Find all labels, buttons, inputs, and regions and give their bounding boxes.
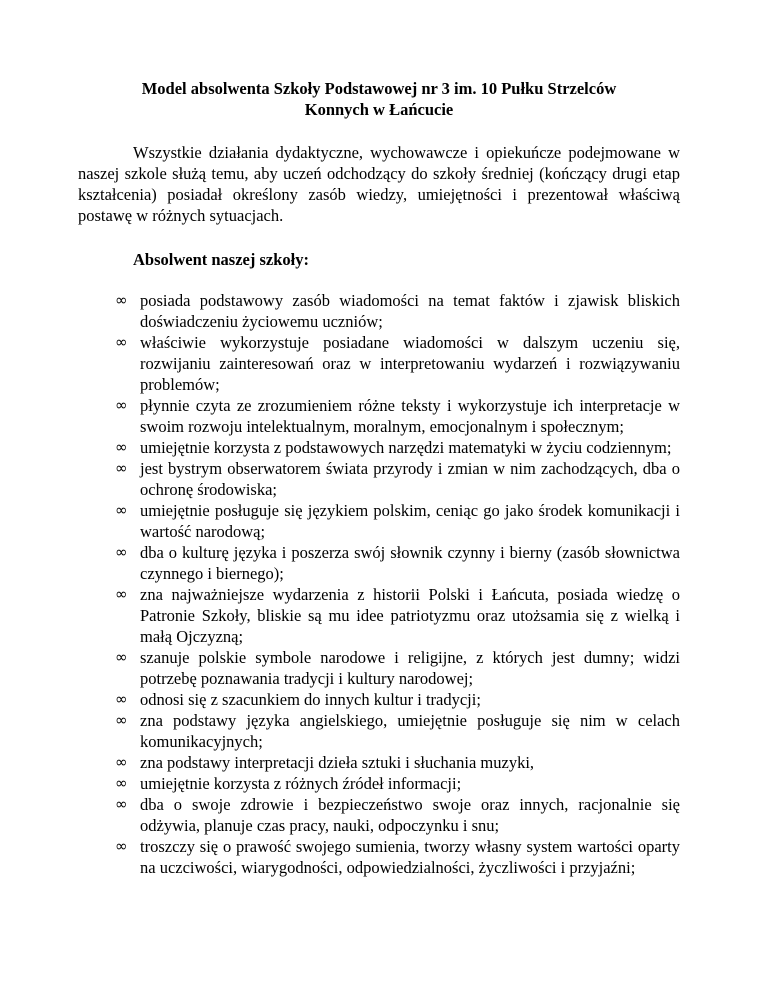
infinity-bullet-icon: ∞ xyxy=(115,648,128,666)
list-item-text: umiejętnie korzysta z podstawowych narzędzi matematyki w życiu codziennym; xyxy=(140,438,672,457)
list-item-text: szanuje polskie symbole narodowe i religijne, z których jest dumny; widzi potrzebę poznawania tradycji i kultury narodowej; xyxy=(140,648,680,688)
list-item xyxy=(115,773,680,794)
list-item xyxy=(115,584,680,647)
infinity-bullet-icon: ∞ xyxy=(115,711,128,729)
list-item xyxy=(115,542,680,584)
list-item-text: jest bystrym obserwatorem świata przyrody i zmian w nim zachodzących, dba o ochronę środowiska; xyxy=(140,459,680,499)
infinity-bullet-icon: ∞ xyxy=(115,753,128,771)
list-item-text: zna podstawy języka angielskiego, umiejętnie posługuje się nim w celach komunikacyjnych; xyxy=(140,711,680,751)
list-item xyxy=(115,290,680,332)
list-item-text: właściwie wykorzystuje posiadane wiadomości w dalszym uczeniu się, rozwijaniu zainteresowań oraz w interpretowaniu wydarzeń i rozwiązywaniu problemów; xyxy=(140,333,680,394)
list-item-text: zna najważniejsze wydarzenia z historii Polski i Łańcuta, posiada wiedzę o Patronie Szkoły, bliskie są mu idee patriotyzmu oraz utożsamia się z wielką i małą Ojczyzną; xyxy=(140,585,680,646)
list-item-text: zna podstawy interpretacji dzieła sztuki i słuchania muzyki, xyxy=(140,753,535,772)
list-item-text: troszczy się o prawość swojego sumienia, tworzy własny system wartości oparty na uczciwości, wiarygodności, odpowiedzialności, życzliwości i przyjaźni; xyxy=(140,837,680,877)
infinity-bullet-icon: ∞ xyxy=(115,459,128,477)
document-title xyxy=(78,78,680,120)
list-item xyxy=(115,836,680,878)
list-item xyxy=(115,437,680,458)
infinity-bullet-icon: ∞ xyxy=(115,837,128,855)
list-item-text: dba o kulturę języka i poszerza swój słownik czynny i bierny (zasób słownictwa czynnego i biernego); xyxy=(140,543,680,583)
infinity-bullet-icon: ∞ xyxy=(115,333,128,351)
list-item xyxy=(115,395,680,437)
list-item-text: umiejętnie posługuje się językiem polskim, ceniąc go jako środek komunikacji i wartość narodową; xyxy=(140,501,680,541)
list-item xyxy=(115,752,680,773)
list-item xyxy=(115,458,680,500)
infinity-bullet-icon: ∞ xyxy=(115,501,128,519)
list-item xyxy=(115,689,680,710)
infinity-bullet-icon: ∞ xyxy=(115,690,128,708)
intro-paragraph: Wszystkie działania dydaktyczne, wychowawcze i opiekuńcze podejmowane w naszej szkole służą temu, aby uczeń odchodzący do szkoły średniej (kończący drugi etap kształcenia) posiadał określony zasób wiedzy, umiejętności i prezentował właściwą postawę w różnych sytuacjach. xyxy=(78,143,680,225)
infinity-bullet-icon: ∞ xyxy=(115,291,128,309)
list-item xyxy=(115,332,680,395)
list-item xyxy=(115,500,680,542)
infinity-bullet-icon: ∞ xyxy=(115,438,128,456)
infinity-bullet-icon: ∞ xyxy=(115,585,128,603)
list-item-text: odnosi się z szacunkiem do innych kultur i tradycji; xyxy=(140,690,481,709)
list-item xyxy=(115,647,680,689)
list-item-text: płynnie czyta ze zrozumieniem różne teksty i wykorzystuje ich interpretacje w swoim rozwoju intelektualnym, moralnym, emocjonalnym i społecznym; xyxy=(140,396,680,436)
infinity-bullet-icon: ∞ xyxy=(115,543,128,561)
list-item xyxy=(115,794,680,836)
infinity-bullet-icon: ∞ xyxy=(115,396,128,414)
list-item xyxy=(115,710,680,752)
infinity-bullet-icon: ∞ xyxy=(115,795,128,813)
infinity-bullet-icon: ∞ xyxy=(115,774,128,792)
list-item-text: umiejętnie korzysta z różnych źródeł informacji; xyxy=(140,774,462,793)
list-item-text: posiada podstawowy zasób wiadomości na temat faktów i zjawisk bliskich doświadczeniu życiowemu uczniów; xyxy=(140,291,680,331)
title-line-1: Model absolwenta Szkoły Podstawowej nr 3 im. 10 Pułku Strzelców xyxy=(141,79,617,98)
graduate-subheading: Absolwent naszej szkoły: xyxy=(133,250,309,269)
graduate-traits-list xyxy=(78,290,680,878)
title-line-2: Konnych w Łańcucie xyxy=(304,100,454,119)
list-item-text: dba o swoje zdrowie i bezpieczeństwo swoje oraz innych, racjonalnie się odżywia, planuje czas pracy, nauki, odpoczynku i snu; xyxy=(140,795,680,835)
